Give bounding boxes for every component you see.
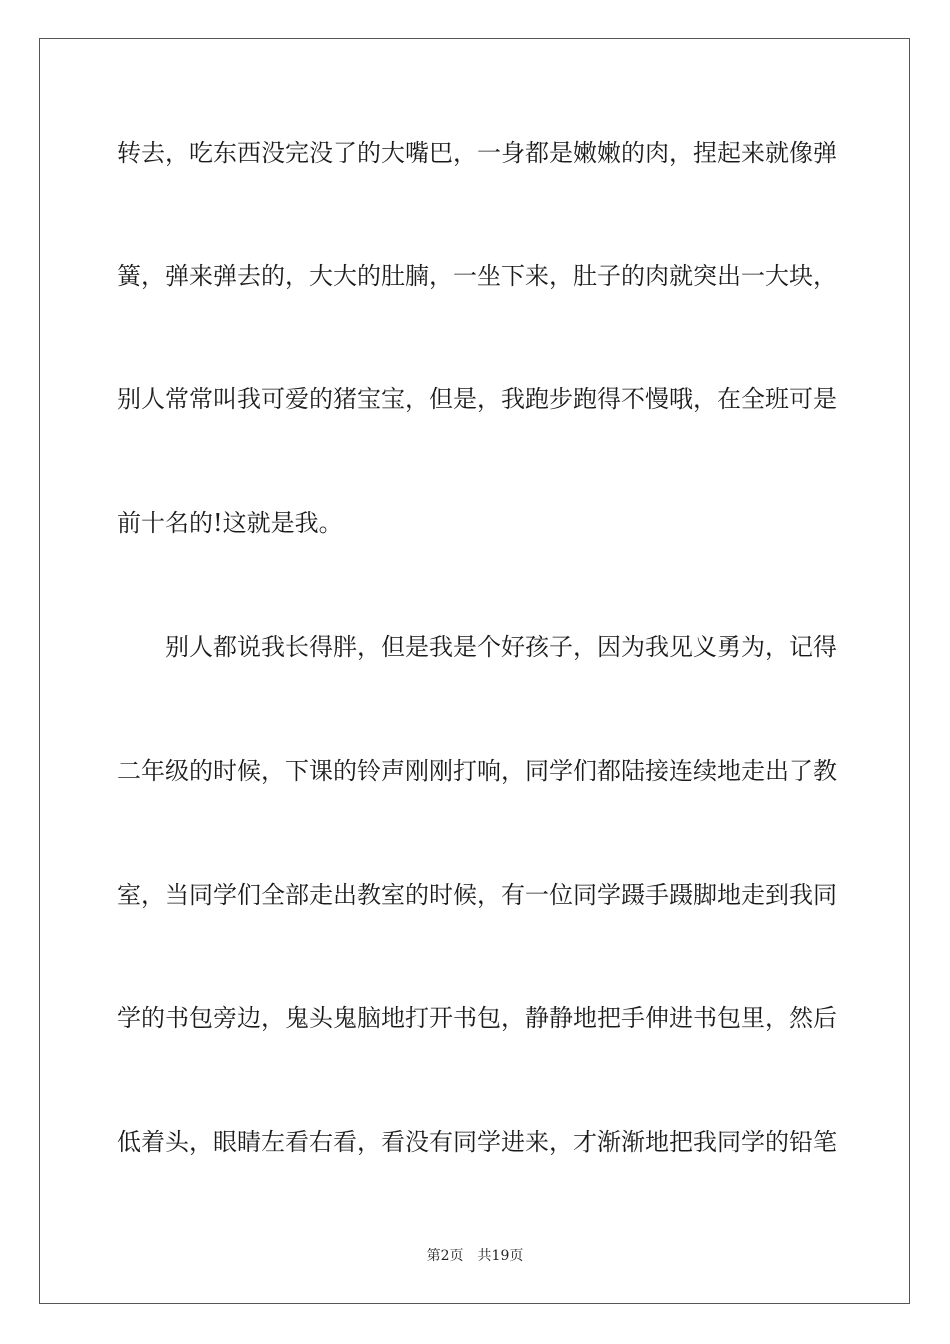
page-footer bbox=[0, 1246, 950, 1266]
text-line-3: 别人常常叫我可爱的猪宝宝，但是，我跑步跑得不慢哦，在全班可是 bbox=[117, 385, 837, 413]
text-line-1: 转去，吃东西没完没了的大嘴巴，一身都是嫩嫩的肉，捏起来就像弹 bbox=[117, 139, 837, 167]
text-line-4: 前十名的!这就是我。 bbox=[117, 509, 343, 537]
paragraph-start-line: 别人都说我长得胖，但是我是个好孩子，因为我见义勇为，记得 bbox=[165, 633, 837, 661]
text-line-6: 二年级的时候，下课的铃声刚刚打响，同学们都陆接连续地走出了教 bbox=[117, 757, 837, 785]
page-number: 第2页 bbox=[426, 1248, 464, 1264]
page-border bbox=[39, 38, 910, 1304]
text-line-7: 室，当同学们全部走出教室的时候，有一位同学蹑手蹑脚地走到我同 bbox=[117, 881, 837, 909]
text-line-8: 学的书包旁边，鬼头鬼脑地打开书包，静静地把手伸进书包里，然后 bbox=[117, 1004, 837, 1032]
page-total: 共19页 bbox=[477, 1248, 524, 1264]
text-line-2: 簧，弹来弹去的，大大的肚腩，一坐下来，肚子的肉就突出一大块， bbox=[117, 262, 837, 290]
text-line-9: 低着头，眼睛左看右看，看没有同学进来，才渐渐地把我同学的铅笔 bbox=[117, 1128, 837, 1156]
